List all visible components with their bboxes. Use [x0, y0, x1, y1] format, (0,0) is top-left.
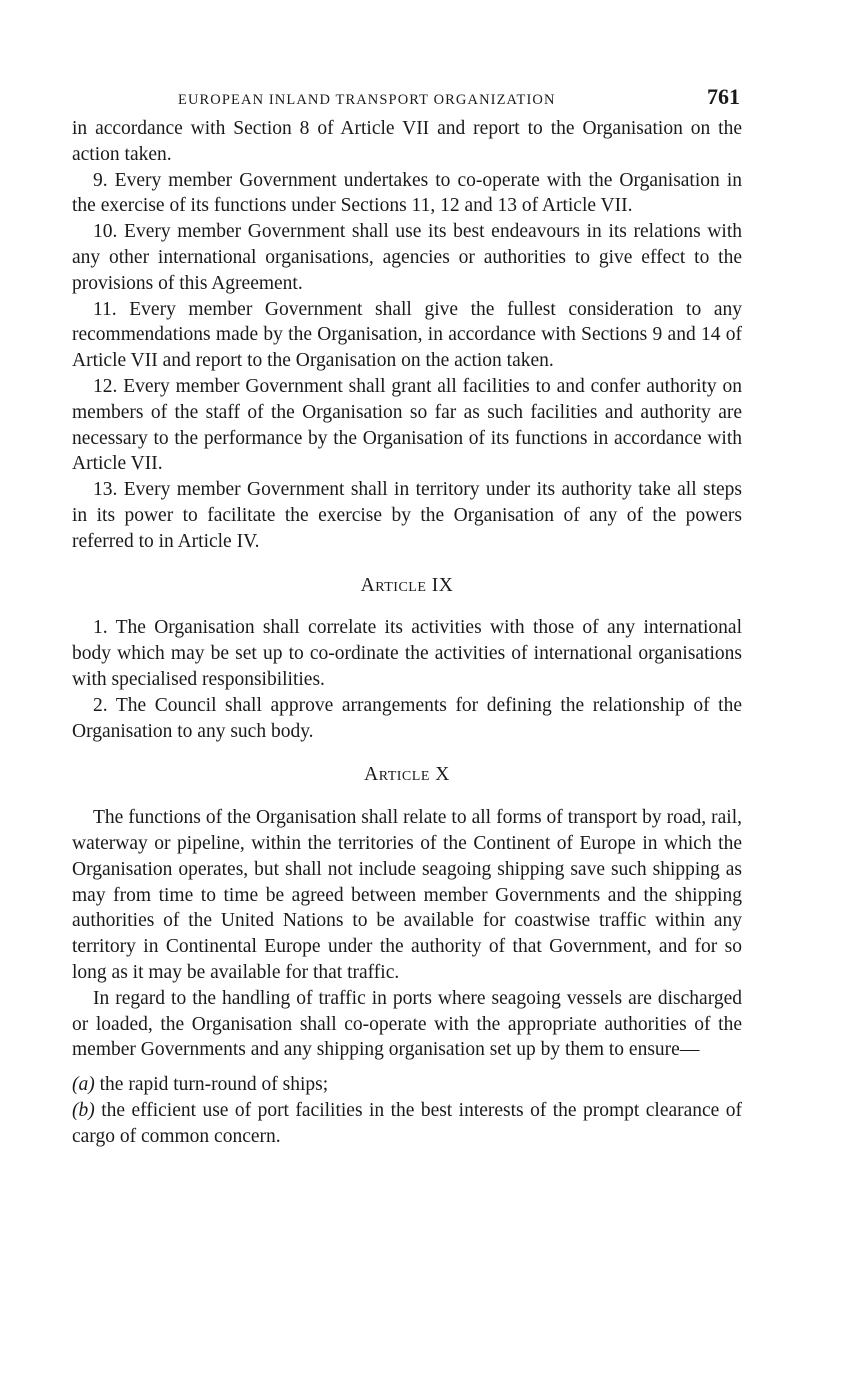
- paragraph-continued: in accordance with Section 8 of Article VII and report to the Organisation on the action taken.: [72, 118, 742, 165]
- list-item-b: [72, 1098, 742, 1150]
- paragraph-12: 12. Every member Government shall grant all facilities to and confer authority on members of the staff of the Organisation so far as such facilities and authority are necessary to the performance by the Organisation of its functions in accordance with Article VII.: [72, 375, 742, 475]
- running-header: [72, 84, 742, 116]
- paragraph-11: 11. Every member Government shall give the fullest consideration to any recommendations made by the Organisation, in accordance with Sections 9 and 14 of Article VII and report to the Organisation on the action taken.: [72, 298, 742, 372]
- list-item-a: [72, 1072, 742, 1098]
- running-title: EUROPEAN INLAND TRANSPORT ORGANIZATION: [178, 92, 556, 108]
- paragraph-13: 13. Every member Government shall in territory under its authority take all steps in its power to facilitate the exercise by the Organisation of any of the powers referred to in Article IV.: [72, 479, 742, 552]
- article-x-paragraph-1: The functions of the Organisation shall relate to all forms of transport by road, rail, waterway or pipeline, within the territories of the Continent of Europe in which the Organisation operates, but shall not include seagoing shipping save such shipping as may from time to time be agreed between member Governments and the shipping authorities of the United Nations to be available for coastwise traffic within any territory in Continental Europe under the authority of that Government, and for so long as it may be available for that traffic.: [72, 807, 742, 983]
- list-item-a-text: the rapid turn-round of ships;: [99, 1074, 329, 1096]
- body-text: [72, 116, 742, 1149]
- page-number: 761: [707, 84, 740, 109]
- paragraph-9: 9. Every member Government undertakes to co-operate with the Organisation in the exercise of its functions under Sections 11, 12 and 13 of Article VII.: [72, 169, 742, 217]
- article-ix-heading: Article IX: [360, 574, 454, 596]
- article-ix-paragraph-1: 1. The Organisation shall correlate its activities with those of any international body which may be set up to co-ordinate the activities of international organisations with specialised responsibilities.: [72, 617, 742, 690]
- list-item-b-mark: (b): [72, 1099, 95, 1121]
- list-item-b-text: the efficient use of port facilities in the best interests of the prompt clearance of cargo of common concern.: [72, 1099, 743, 1147]
- list-item-a-mark: (a): [72, 1074, 95, 1096]
- document-page: [72, 84, 742, 1149]
- article-ix-paragraph-2: 2. The Council shall approve arrangements for defining the relationship of the Organisation to any such body.: [72, 694, 742, 742]
- article-x-heading: Article X: [364, 764, 450, 786]
- paragraph-10: 10. Every member Government shall use its best endeavours in its relations with any other international organisations, agencies or authorities to give effect to the provisions of this Agreement.: [72, 221, 742, 294]
- article-x-paragraph-2: In regard to the handling of traffic in ports where seagoing vessels are discharged or loaded, the Organisation shall co-operate with the appropriate authorities of the member Governments and any shipping organisation set up by them to ensure—: [72, 987, 742, 1061]
